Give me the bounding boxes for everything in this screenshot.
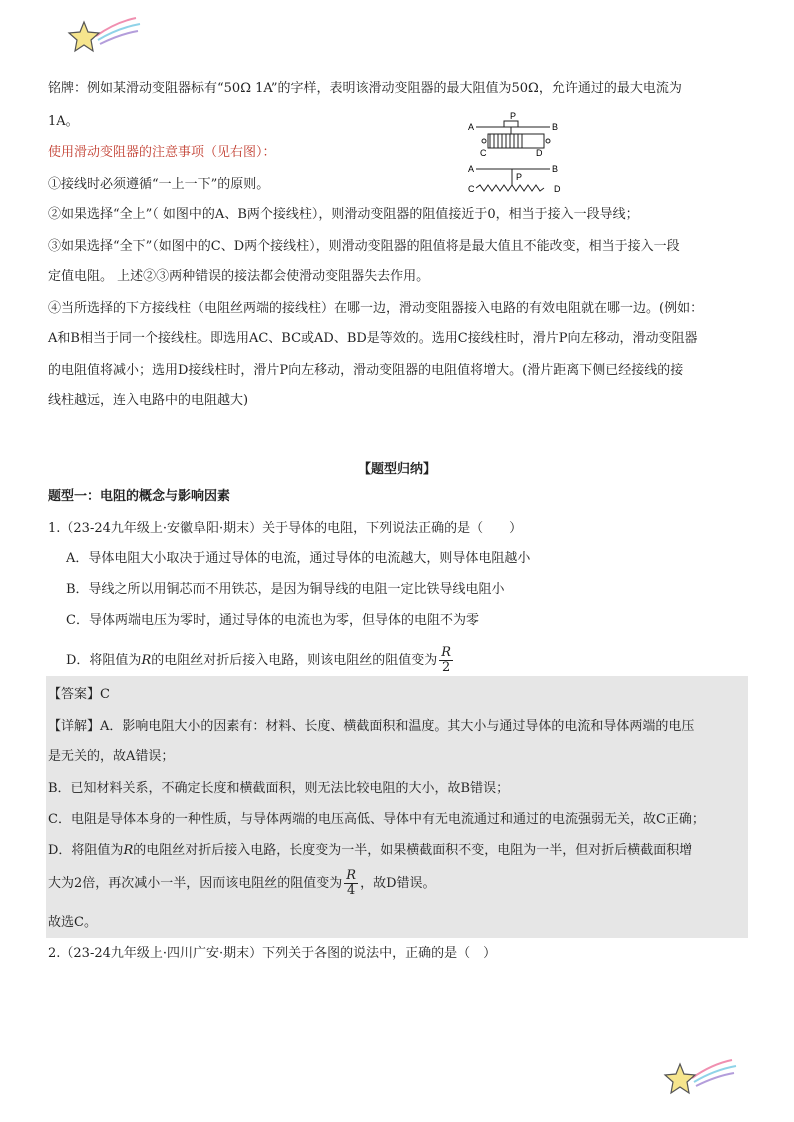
label-d-schematic: D xyxy=(554,184,561,194)
nameplate-text-cont: 1A。 xyxy=(48,114,79,129)
note-4-cont-1: A和B相当于同一个接线柱。即选用AC、BC或AD、BD是等效的。选用C接线柱时，滑片P向左移动，滑动变阻器 xyxy=(48,331,698,346)
q1-option-c: C．导体两端电压为零时，通过导体的电流也为零，但导体的电阻不为零 xyxy=(66,613,479,628)
detail-d xyxy=(48,842,692,860)
label-c-schematic: C xyxy=(468,184,475,194)
detail-d-post: 的电阻丝对折后接入电路，长度变为一半，如果横截面积不变，电阻为一半，但对折后横截面积增 xyxy=(133,843,693,858)
conclusion: 故选C。 xyxy=(48,915,97,930)
label-p-schematic: P xyxy=(516,172,523,182)
label-p: P xyxy=(510,111,517,121)
q1-option-d-mid: 的电阻丝对折后接入电路，则该电阻丝的阻值变为 xyxy=(151,653,438,668)
label-d: D xyxy=(536,148,543,158)
note-2: ②如果选择“全上”（ 如图中的A、B两个接线柱），则滑动变阻器的阻值接近于0，相当于接入一段导线； xyxy=(48,207,639,222)
fraction-denominator: 2 xyxy=(442,660,451,675)
detail-c: C．电阻是导体本身的一种性质，与导体两端的电压高低、导体中有无电流通过和通过的电流强弱无关，故C正确； xyxy=(48,812,705,827)
note-1: ①接线时必须遵循“一上一下”的原则。 xyxy=(48,177,270,192)
q1-option-d-fraction xyxy=(439,646,453,675)
q2-stem: 2.（23-24九年级上·四川广安·期末）下列关于各图的说法中，正确的是（ ） xyxy=(48,946,497,961)
detail-a-cont: 是无关的，故A错误； xyxy=(48,749,175,764)
star-logo-top xyxy=(66,14,146,56)
note-4: ④当所选择的下方接线柱（电阻丝两端的接线柱）在哪一边，滑动变阻器接入电路的有效电阻就在哪一边。(例如： xyxy=(48,301,704,316)
note-3-cont: 定值电阻。 上述②③两种错误的接法都会使滑动变阻器失去作用。 xyxy=(48,269,430,284)
q1-option-d-pre: D．将阻值为 xyxy=(66,653,142,668)
star-logo-bottom xyxy=(662,1054,742,1098)
detail-d-var: R xyxy=(123,843,134,858)
fraction-numerator: R xyxy=(441,645,452,660)
q1-option-a: A．导体电阻大小取决于通过导体的电流，通过导体的电流越大，则导体电阻越小 xyxy=(66,551,531,566)
label-b-schematic: B xyxy=(552,164,559,174)
rheostat-diagram xyxy=(466,110,566,196)
label-a-schematic: A xyxy=(468,164,475,174)
notes-heading: 使用滑动变阻器的注意事项（见右图）： xyxy=(48,145,276,160)
answer-label: 【答案】C xyxy=(48,687,110,702)
q1-option-d xyxy=(66,644,455,678)
fraction-numerator: R xyxy=(346,868,357,883)
note-4-cont-3: 线柱越远，连入电路中的电阻越大) xyxy=(48,393,249,408)
fraction-denominator: 4 xyxy=(347,883,356,898)
detail-d-cont xyxy=(48,866,436,902)
label-a: A xyxy=(468,122,475,132)
detail-d2-fraction xyxy=(344,869,358,898)
detail-d-pre: D．将阻值为 xyxy=(48,843,124,858)
note-4-cont-2: 的电阻值将减小；选用D接线柱时，滑片P向左移动，滑动变阻器的电阻值将增大。(滑片距离下侧已经接线的接 xyxy=(48,363,684,378)
nameplate-text: 铭牌：例如某滑动变阻器标有“50Ω 1A”的字样，表明该滑动变阻器的最大阻值为50Ω，允许通过的最大电流为 xyxy=(48,81,682,96)
section-title: 【题型归纳】 xyxy=(357,462,436,477)
detail-b: B．已知材料关系，不确定长度和横截面积，则无法比较电阻的大小，故B错误； xyxy=(48,781,510,796)
label-b: B xyxy=(552,122,559,132)
label-c: C xyxy=(480,148,487,158)
detail-d2-pre: 大为2倍，再次减小一半，因而该电阻丝的阻值变为 xyxy=(48,876,343,891)
q1-option-d-var: R xyxy=(141,653,152,668)
q1-stem: 1.（23-24九年级上·安徽阜阳·期末）关于导体的电阻，下列说法正确的是（ ） xyxy=(48,521,523,536)
detail-d2-post: ，故D错误。 xyxy=(360,876,436,891)
note-3: ③如果选择“全下”（如图中的C、D两个接线柱），则滑动变阻器的阻值将是最大值且不能改变，相当于接入一段 xyxy=(48,239,680,254)
q1-option-b: B．导线之所以用铜芯而不用铁芯，是因为铜导线的电阻一定比铁导线电阻小 xyxy=(66,582,505,597)
detail-a: 【详解】A．影响电阻大小的因素有：材料、长度、横截面积和温度。其大小与通过导体的电流和导体两端的电压 xyxy=(48,719,695,734)
type1-title: 题型一：电阻的概念与影响因素 xyxy=(48,489,231,504)
